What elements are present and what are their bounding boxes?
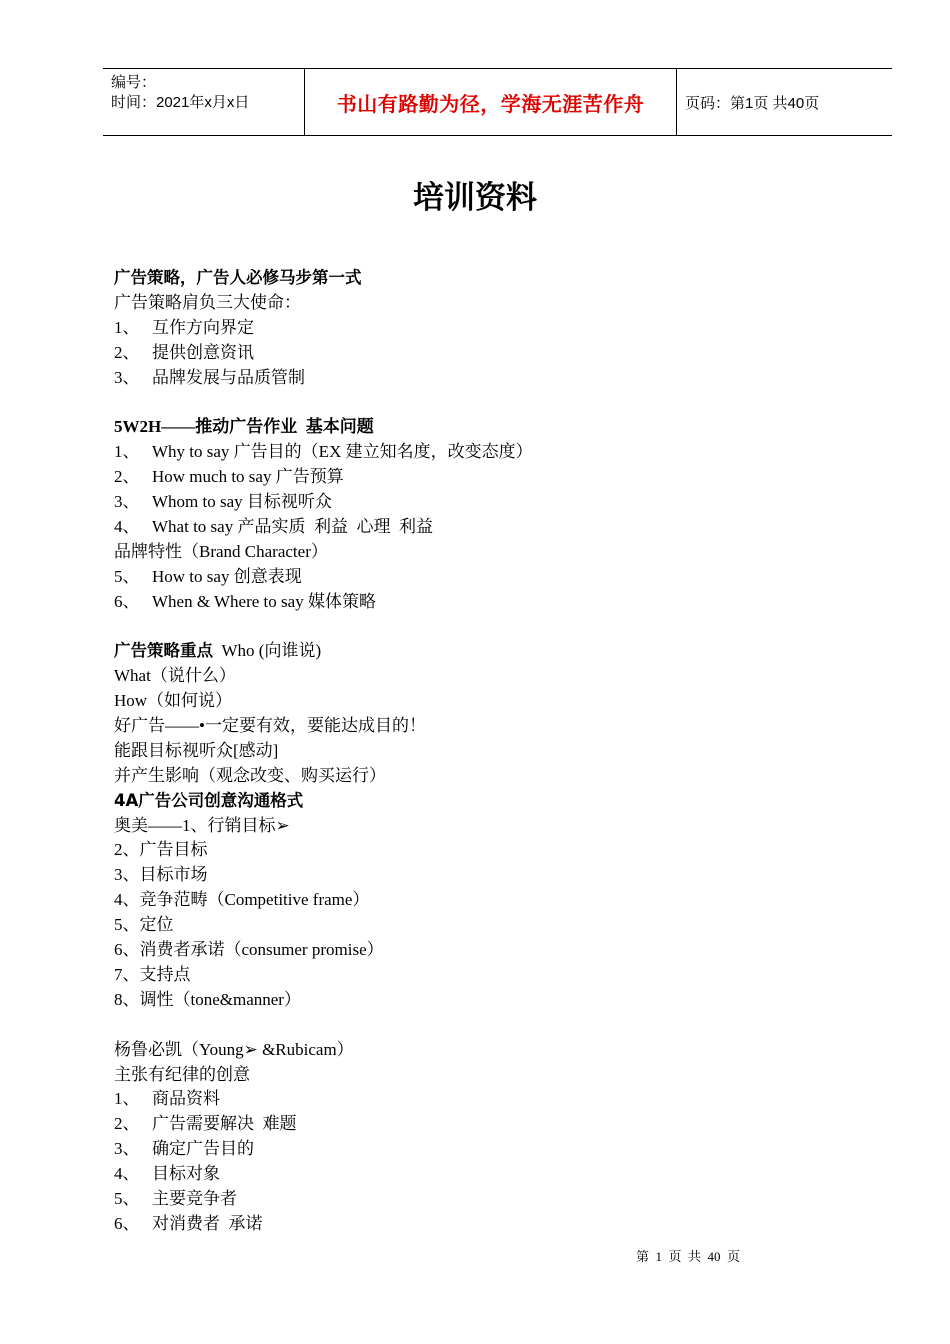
text-line: What（说什么） — [114, 666, 236, 686]
section1-heading: 广告策略，广告人必修马步第一式 — [114, 268, 362, 287]
page-footer: 第 1 页 共 40 页 — [636, 1249, 741, 1264]
list-item: 5、 How to say 创意表现 — [114, 566, 302, 586]
document-title: 培训资料 — [413, 180, 537, 216]
text-line: 并产生影响（观念改变、购买运行） — [114, 765, 386, 785]
list-item: 5、 主要竞争者 — [114, 1188, 237, 1208]
list-item: 3、 品牌发展与品质管制 — [114, 367, 305, 387]
text-line: 3、目标市场 — [114, 865, 208, 885]
text-line: 好广告——•一定要有效，要能达成目的！ — [114, 716, 426, 736]
text-line: 4、竞争范畴（Competitive frame） — [114, 890, 370, 910]
page-info: 页码：第1页 共40页 — [685, 94, 820, 112]
list-item: 6、 When & Where to say 媒体策略 — [114, 591, 376, 611]
text-line: 能跟目标视听众[感动] — [114, 740, 279, 760]
list-item: 2、 How much to say 广告预算 — [114, 467, 344, 487]
page-header — [103, 68, 892, 136]
text-line: 主张有纪律的创意 — [114, 1064, 250, 1084]
serial-label: 编号： — [111, 74, 157, 91]
text-line: 5、定位 — [114, 915, 174, 935]
section2-heading: 5W2H——推动广告作业 基本问题 — [114, 417, 374, 437]
list-item: 1、 Why to say 广告目的（EX 建立知名度，改变态度） — [114, 442, 533, 462]
blank-line — [114, 390, 834, 415]
text-line: 杨鲁必凯（Young➢ &Rubicam） — [114, 1039, 354, 1059]
list-item: 2、 提供创意资讯 — [114, 342, 254, 362]
list-item: 6、 对消费者 承诺 — [114, 1213, 263, 1233]
list-item: 4、 目标对象 — [114, 1164, 220, 1184]
time-label: 时间：2021年x月x日 — [111, 94, 250, 111]
text-line: 7、支持点 — [114, 964, 191, 984]
section4-heading: 4A广告公司创意沟通格式 — [114, 790, 304, 810]
section3-heading: 广告策略重点 Who (向谁说) — [114, 641, 322, 661]
text-line: 8、调性（tone&manner） — [114, 989, 301, 1009]
list-item: 2、 广告需要解决 难题 — [114, 1114, 297, 1134]
motto: 书山有路勤为径，学海无涯苦作舟 — [336, 91, 645, 116]
blank-line — [114, 1013, 834, 1038]
list-item: 4、 What to say 产品实质 利益 心理 利益 — [114, 516, 433, 536]
blank-line — [114, 614, 834, 639]
list-item: 1、 互作方向界定 — [114, 317, 254, 337]
list-item: 3、 Whom to say 目标视听众 — [114, 492, 332, 512]
header-right-cell — [677, 69, 892, 135]
brand-character-line: 品牌特性（Brand Character） — [114, 541, 328, 561]
header-left-cell — [103, 69, 304, 135]
header-middle-cell — [304, 69, 677, 135]
text-line: 2、广告目标 — [114, 840, 208, 860]
text-line: 6、消费者承诺（consumer promise） — [114, 940, 384, 960]
text-line: 奥美——1、行销目标➢ — [114, 815, 290, 835]
list-item: 3、 确定广告目的 — [114, 1139, 254, 1159]
list-item: 1、 商品资料 — [114, 1089, 220, 1109]
section1-intro: 广告策略肩负三大使命： — [114, 292, 301, 312]
document-body — [114, 266, 834, 1237]
text-line: How（如何说） — [114, 691, 233, 711]
